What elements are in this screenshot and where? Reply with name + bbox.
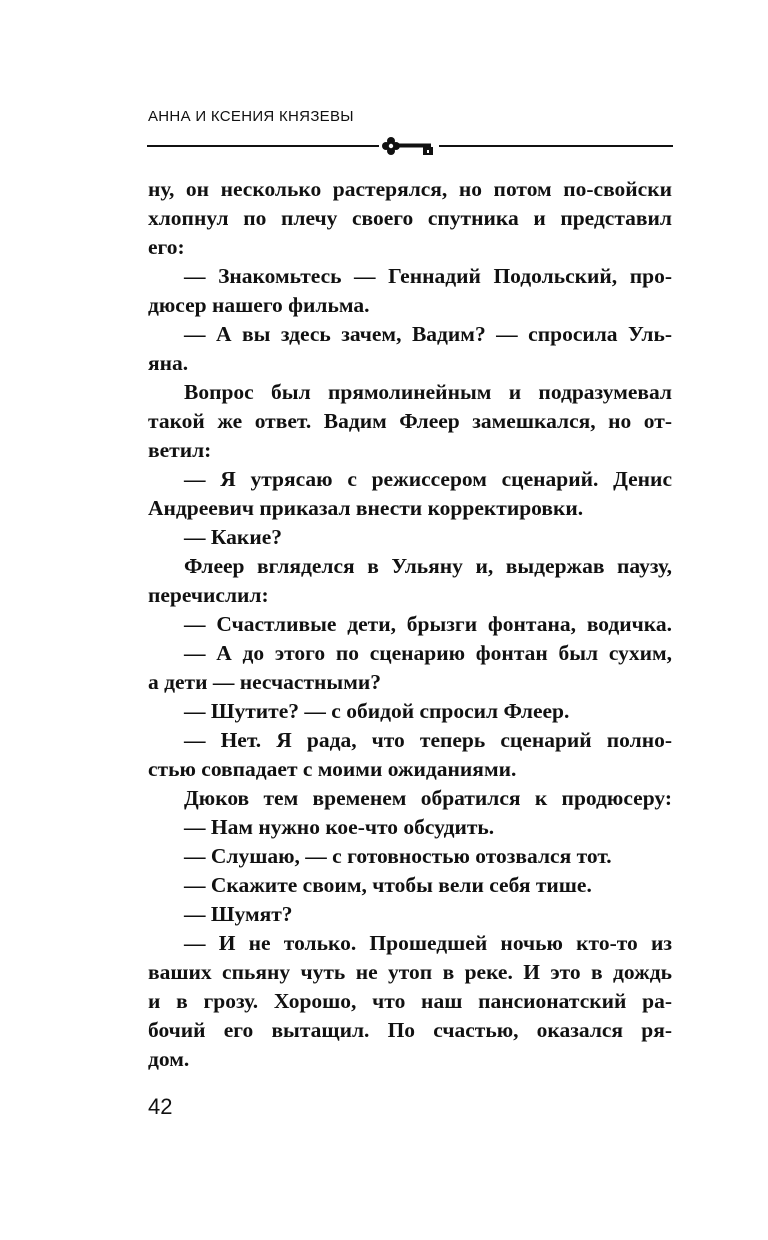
text-line: яна.	[148, 351, 189, 375]
text-line: стью совпадает с моими ожиданиями.	[148, 757, 517, 781]
text-line: Вопрос был прямолинейным и подразумевал	[184, 380, 672, 404]
text-line: Дюков тем временем обратился к продюсеру:	[184, 786, 672, 810]
text-line: — Шумят?	[184, 902, 293, 926]
text-line: перечислил:	[148, 583, 269, 607]
text-line: а дети — несчастными?	[148, 670, 381, 694]
text-line: — Нет. Я рада, что теперь сценарий полно-	[184, 728, 672, 752]
text-line: Андреевич приказал внести корректировки.	[148, 496, 584, 520]
text-line: — Нам нужно кое-что обсудить.	[184, 815, 495, 839]
text-line: — И не только. Прошедшей ночью кто-то из	[184, 931, 672, 955]
text-line: — А до этого по сценарию фонтан был сухим,	[184, 641, 672, 665]
text-line: бочий его вытащил. По счастью, оказался ря-	[148, 1018, 672, 1042]
text-line: — А вы здесь зачем, Вадим? — спросила Уль-	[184, 322, 672, 346]
text-line: — Я утрясаю с режиссером сценарий. Денис	[184, 467, 672, 491]
text-line: — Какие?	[184, 525, 282, 549]
text-line: — Счастливые дети, брызги фонтана, водичка.	[184, 612, 672, 636]
text-line: ваших спьяну чуть не утоп в реке. И это в дождь	[148, 960, 672, 984]
text-line: такой же ответ. Вадим Флеер замешкался, но от-	[148, 409, 672, 433]
text-line: — Шутите? — с обидой спросил Флеер.	[184, 699, 570, 723]
key-icon	[379, 132, 439, 160]
text-line: — Скажите своим, чтобы вели себя тише.	[184, 873, 592, 897]
text-line: — Знакомьтесь — Геннадий Подольский, про-	[184, 264, 672, 288]
text-line: дом.	[148, 1047, 190, 1071]
text-line: — Слушаю, — с готовностью отозвался тот.	[184, 844, 612, 868]
text-line: ветил:	[148, 438, 212, 462]
text-line: ну, он несколько растерялся, но потом по-свойски	[148, 177, 672, 201]
text-line: дюсер нашего фильма.	[148, 293, 370, 317]
text-line: хлопнул по плечу своего спутника и представил	[148, 206, 672, 230]
body-text	[148, 175, 672, 1074]
running-header: АННА И КСЕНИЯ КНЯЗЕВЫ	[148, 108, 354, 125]
text-line: Флеер вгляделся в Ульяну и, выдержав паузу,	[184, 554, 672, 578]
text-line: его:	[148, 235, 185, 259]
page-number: 42	[148, 1094, 173, 1119]
text-line: и в грозу. Хорошо, что наш пансионатский ра-	[148, 989, 672, 1013]
